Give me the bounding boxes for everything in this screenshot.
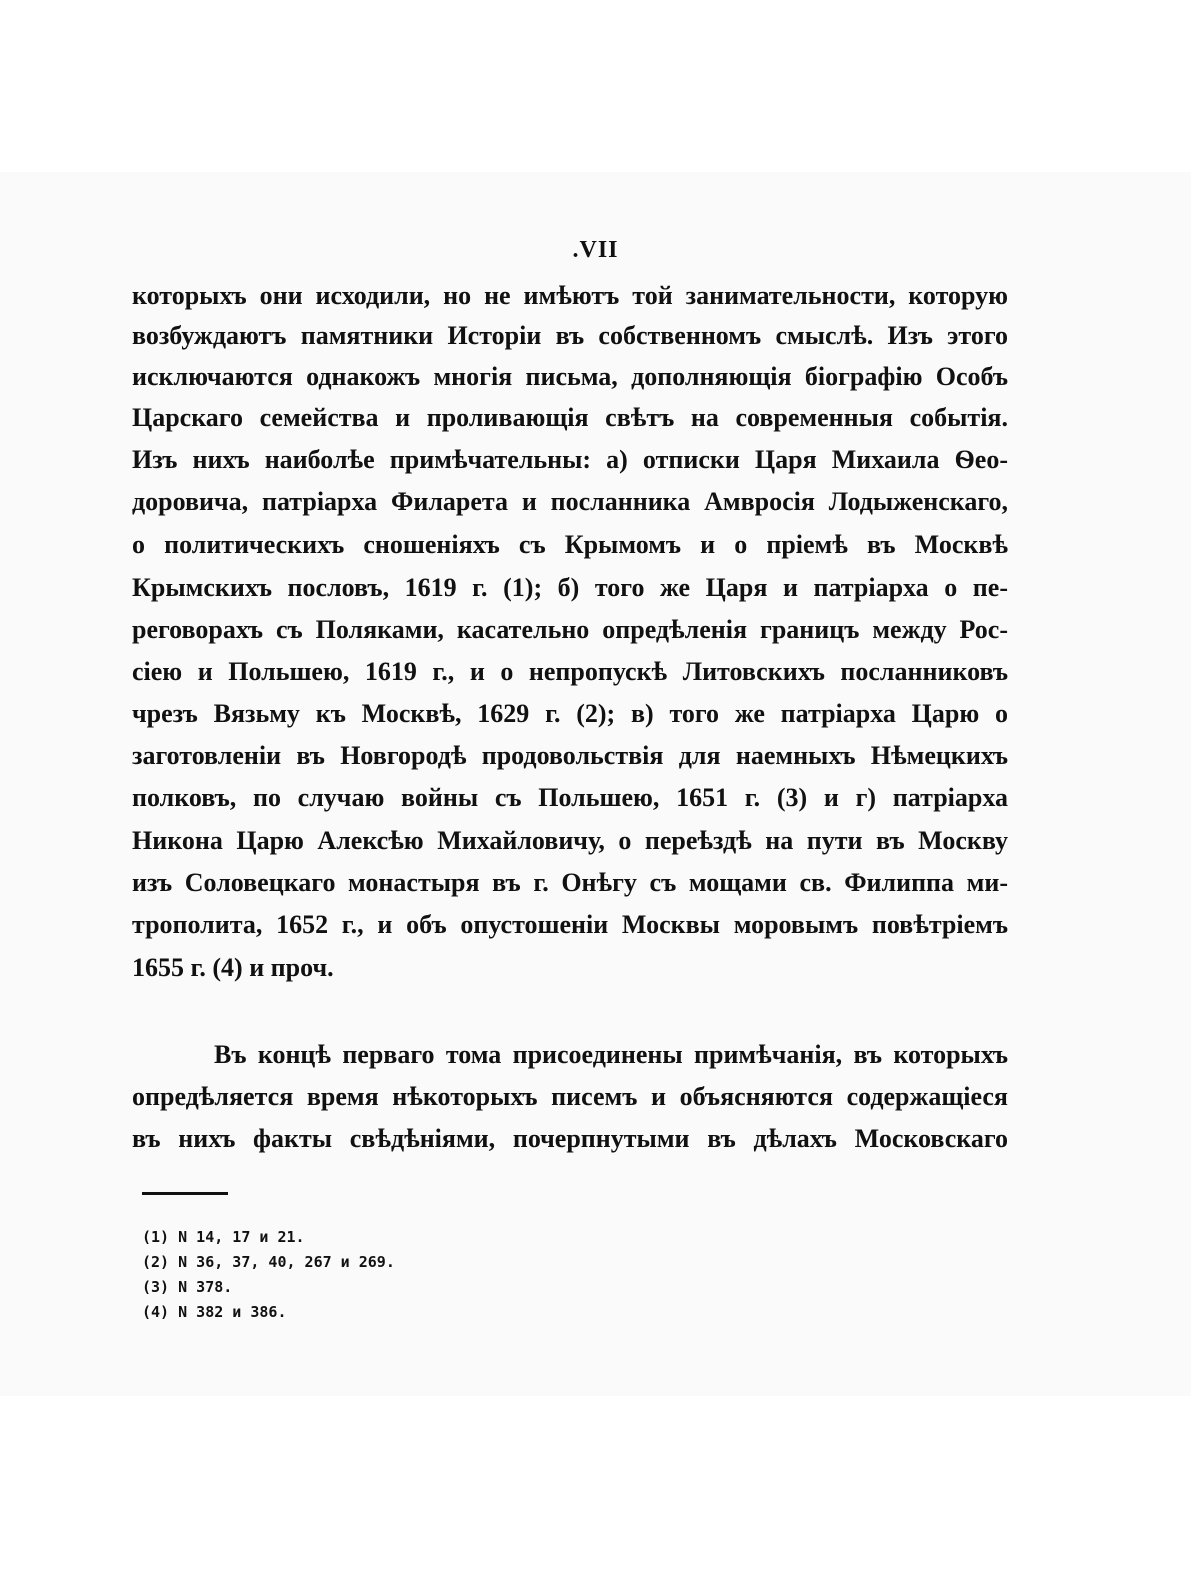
footnote: (2) N 36, 37, 40, 267 и 269. <box>142 1253 395 1271</box>
text-line: Никона Царю Алексѣю Михайловичу, о переѣздѣ на пути въ Москву <box>132 826 1008 855</box>
text-line: въ нихъ факты свѣдѣніями, почерпнутыми въ дѣлахъ Московскаго <box>132 1124 1008 1153</box>
text-line: Царскаго семейства и проливающія свѣтъ на современныя событія. <box>132 403 1008 432</box>
text-line: 1655 г. (4) и проч. <box>132 953 334 982</box>
text-line: Изъ нихъ наиболѣе примѣчательны: а) отписки Царя Михаила Ѳео- <box>132 445 1008 474</box>
text-line: опредѣляется время нѣкоторыхъ писемъ и объясняются содержащіеся <box>132 1082 1008 1111</box>
text-line: полковъ, по случаю войны съ Польшею, 1651 г. (3) и г) патріарха <box>132 783 1008 812</box>
text-line: трополита, 1652 г., и объ опустошеніи Москвы моровымъ повѣтріемъ <box>132 910 1008 939</box>
footnote-divider <box>142 1192 228 1195</box>
text-line: реговорахъ съ Поляками, касательно опредѣленія границъ между Рос- <box>132 615 1008 644</box>
text-line: Въ концѣ перваго тома присоединены примѣчанія, въ которыхъ <box>214 1040 1008 1069</box>
footnote: (3) N 378. <box>142 1278 233 1296</box>
text-line: сіею и Польшею, 1619 г., и о непропускѣ Литовскихъ посланниковъ <box>132 657 1008 686</box>
text-line: которыхъ они исходили, но не имѣютъ той занимательности, которую <box>132 281 1008 310</box>
text-line: Крымскихъ пословъ, 1619 г. (1); б) того же Царя и патріарха о пе- <box>132 573 1008 602</box>
footnote: (4) N 382 и 386. <box>142 1303 287 1321</box>
text-line: изъ Соловецкаго монастыря въ г. Онѣгу съ мощами св. Филиппа ми- <box>132 868 1008 897</box>
text-line: возбуждаютъ памятники Исторіи въ собственномъ смыслѣ. Изъ этого <box>132 321 1008 350</box>
text-line: доровича, патріарха Филарета и посланника Амвросія Лодыженскаго, <box>132 487 1008 516</box>
page-number: .VII <box>572 237 619 263</box>
footnote: (1) N 14, 17 и 21. <box>142 1228 305 1246</box>
text-line: заготовленіи въ Новгородѣ продовольствія для наемныхъ Нѣмецкихъ <box>132 741 1008 770</box>
text-line: чрезъ Вязьму къ Москвѣ, 1629 г. (2); в) того же патріарха Царю о <box>132 699 1008 728</box>
text-line: исключаются однакожъ многія письма, дополняющія біографію Особъ <box>132 362 1008 391</box>
text-line: о политическихъ сношеніяхъ съ Крымомъ и о пріемѣ въ Москвѣ <box>132 530 1008 559</box>
